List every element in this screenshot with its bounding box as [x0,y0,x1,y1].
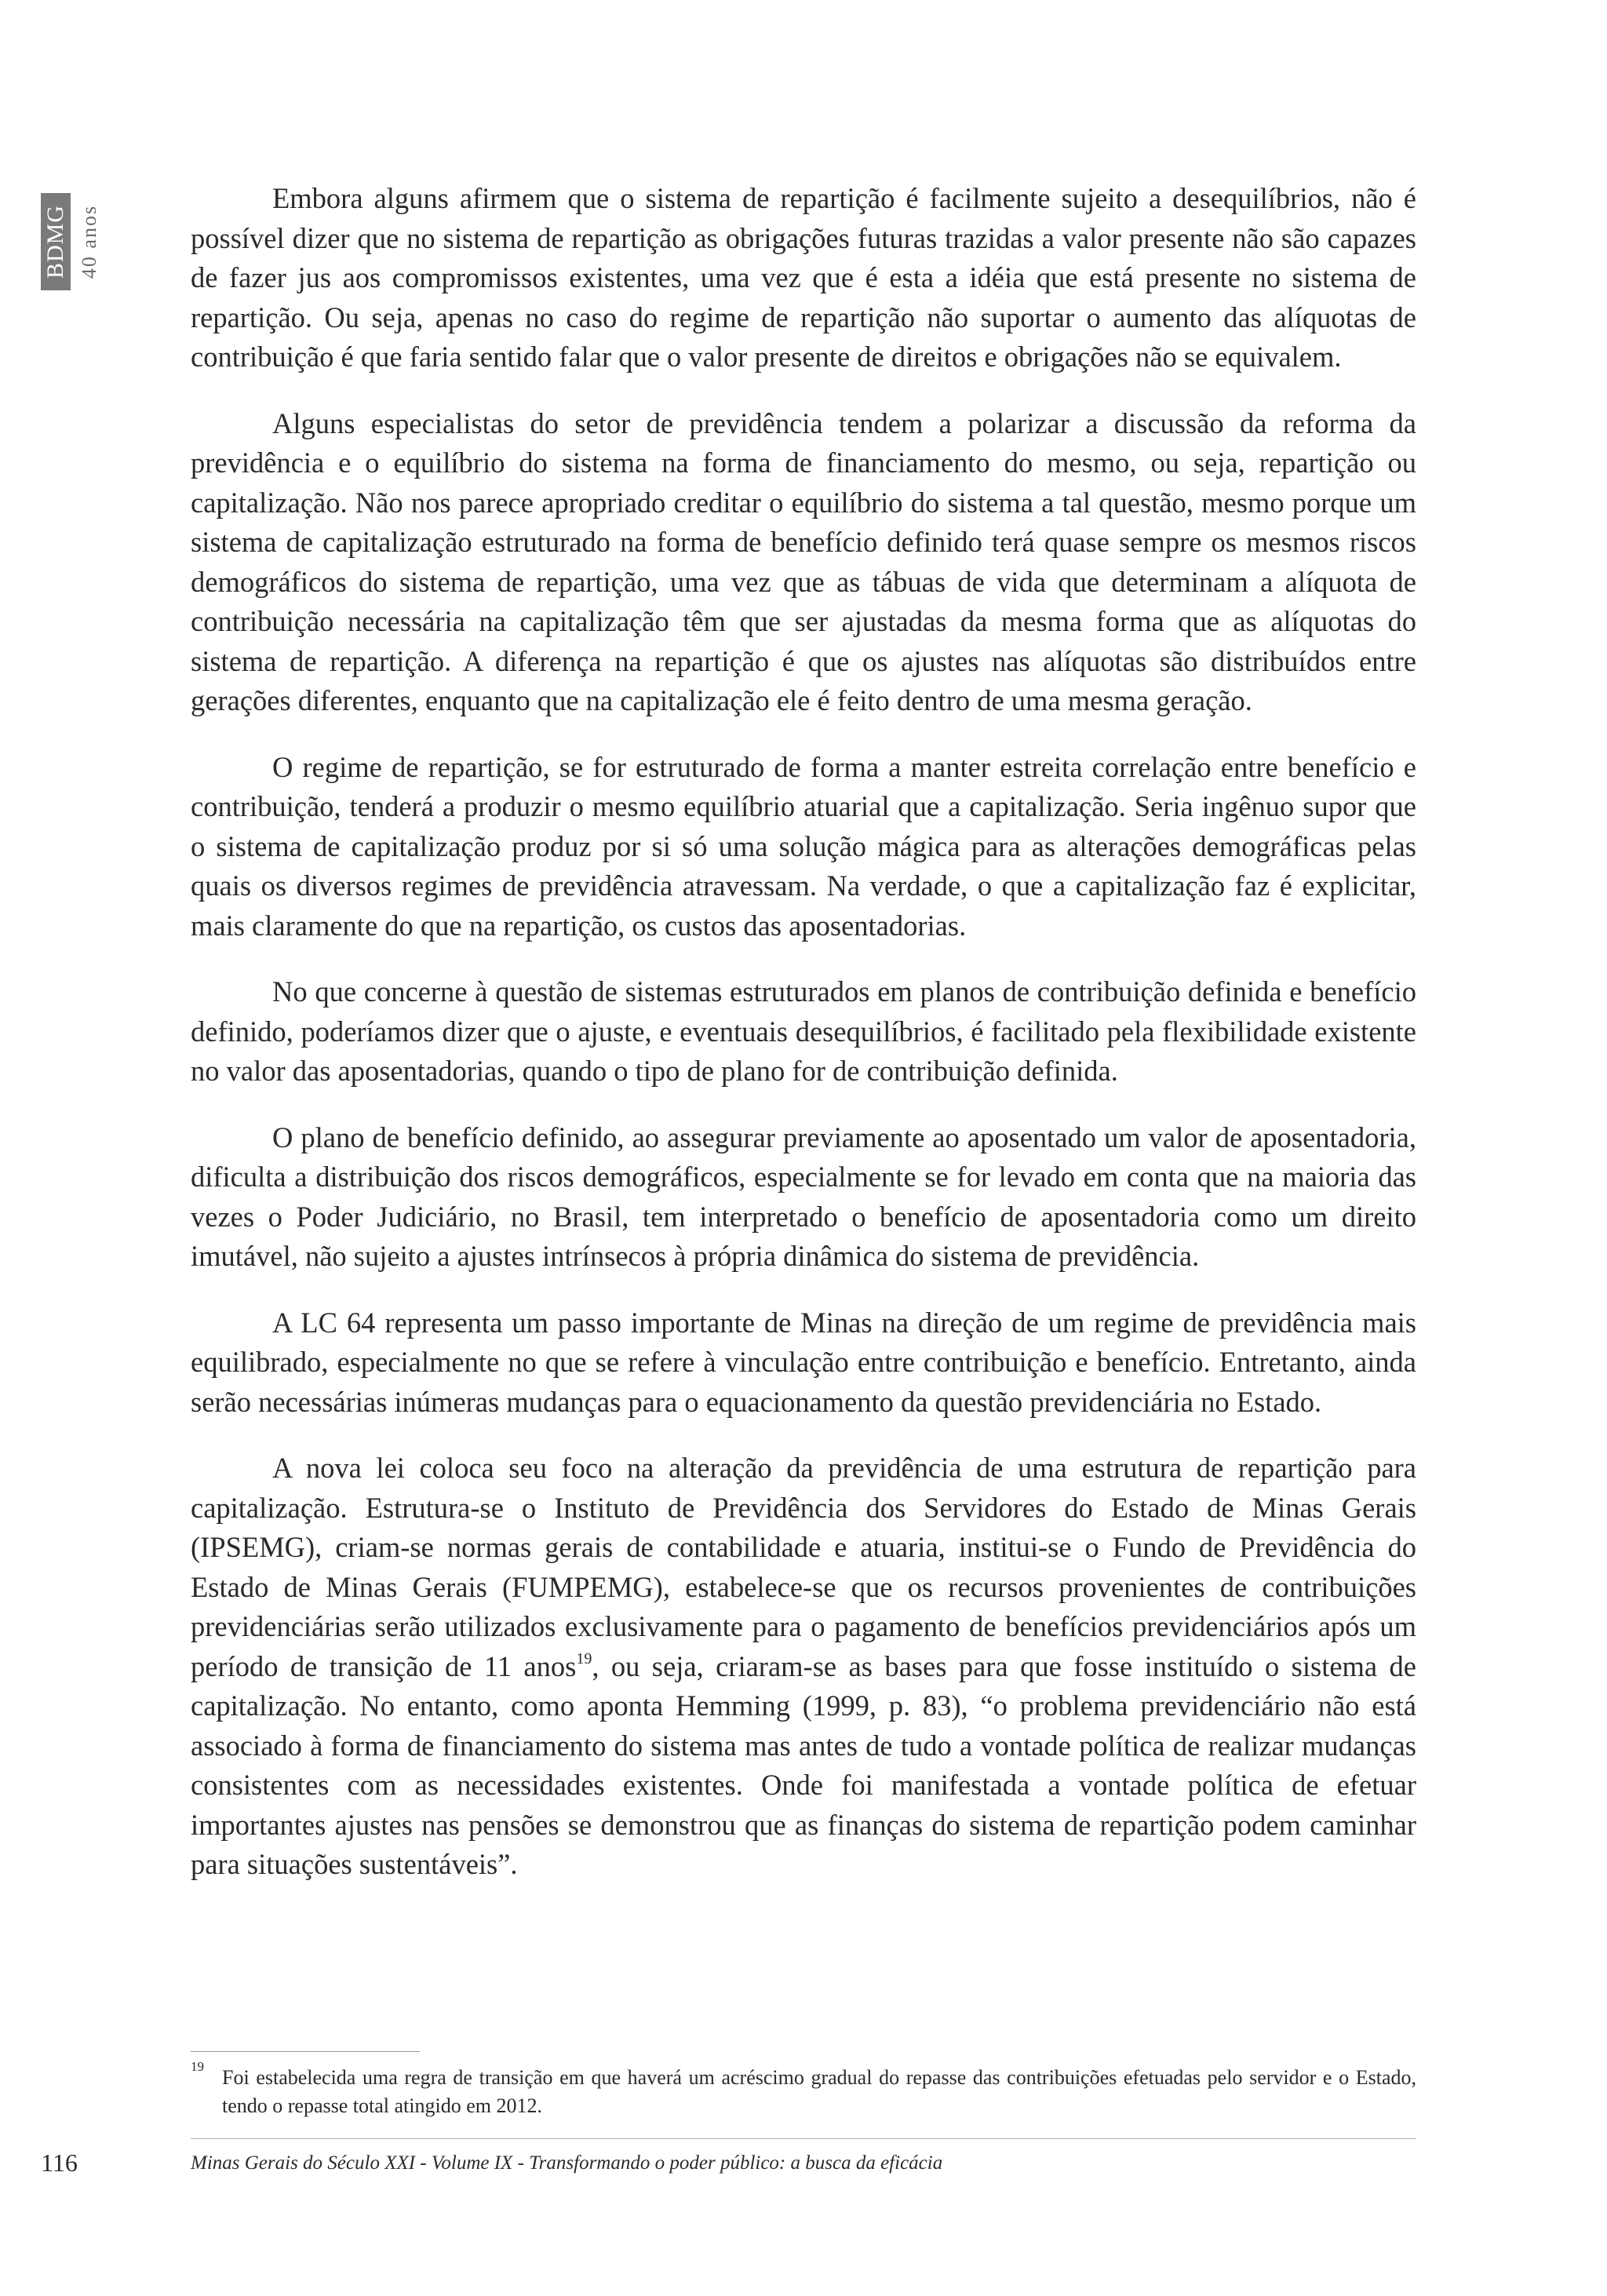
side-badge [41,193,107,290]
paragraph-3: O regime de repartição, se for estruturado de forma a manter estreita correlação entre benefício e contribuição, tenderá a produzir o mesmo equilíbrio atuarial que a capitalização. Seria ingênuo supor que o sistema de capitalização produz por si só uma solução mágica para as alterações demográficas pelas quais os diversos regimes de previdência atravessam. Na verdade, o que a capitalização faz é explicitar, mais claramente do que na repartição, os custos das aposentadorias. [191,750,1416,942]
footnote-number: 19 [191,2059,204,2074]
paragraph-7-part-2: , ou seja, criaram-se as bases para que fosse instituído o sistema de capitalização. No entanto, como aponta Hemming (1999, p. 83), “o problema previdenciário não está associado à forma de financiamento do sistema mas antes de tudo a vontade política de realizar mudanças consistentes com as necessidades existentes. Onde foi manifestada a vontade política de efetuar importantes ajustes nas pensões se demonstrou que as finanças do sistema de repartição podem caminhar para situações sustentáveis”. [191,1649,1416,1880]
footnote-divider [191,2051,420,2052]
paragraph-4: No que concerne à questão de sistemas estruturados em planos de contribuição definida e benefício definido, poderíamos dizer que o ajuste, e eventuais desequilíbrios, é facilitado pela flexibilidade existente no valor das aposentadorias, quando o tipo de plano for de contribuição definida. [191,975,1416,1087]
footnote-text: Foi estabelecida uma regra de transição em que haverá um acréscimo gradual do repasse das contribuições efetuadas pelo servidor e o Estado, tendo o repasse total atingido em 2012. [222,2066,1416,2117]
footnote [191,2059,1416,2120]
page-number: 116 [41,2148,78,2177]
paragraph-5: O plano de benefício definido, ao assegurar previamente ao aposentado um valor de aposentadoria, dificulta a distribuição dos riscos demográficos, especialmente se for levado em conta que na maioria das vezes o Poder Judiciário, no Brasil, tem interpretado o benefício de aposentadoria como um direito imutável, não sujeito a ajustes intrínsecos à própria dinâmica do sistema de previdência. [191,1121,1416,1272]
badge-sub-label: 40 anos [78,204,100,279]
paragraph-1: Embora alguns afirmem que o sistema de repartição é facilmente sujeito a desequilíbrios, não é possível dizer que no sistema de repartição as obrigações futuras trazidas a valor presente não são capazes de fazer jus aos compromissos existentes, uma vez que é esta a idéia que está presente no sistema de repartição. Ou seja, apenas no caso do regime de repartição não suportar o aumento das alíquotas de contribuição é que faria sentido falar que o valor presente de direitos e obrigações não se equivalem. [191,182,1416,373]
badge-label: BDMG [42,204,68,279]
main-text [191,179,1416,1912]
footnote-reference[interactable]: 19 [576,1649,592,1667]
footer-divider [191,2138,1416,2139]
paragraph-7 [191,1449,1416,1885]
paragraph-2: Alguns especialistas do setor de previdência tendem a polarizar a discussão da reforma da previdência e o equilíbrio do sistema na forma de financiamento do mesmo, ou seja, repartição ou capitalização. Não nos parece apropriado creditar o equilíbrio do sistema a tal questão, mesmo porque um sistema de capitalização estruturado na forma de benefício definido terá quase sempre os mesmos riscos demográficos do sistema de repartição, uma vez que as tábuas de vida que determinam a alíquota de contribuição necessária na capitalização têm que ser ajustadas da mesma forma que as alíquotas do sistema de repartição. A diferença na repartição é que os ajustes nas alíquotas são distribuídos entre gerações diferentes, enquanto que na capitalização ele é feito dentro de uma mesma geração. [191,406,1416,716]
paragraph-6: A LC 64 representa um passo importante de Minas na direção de um regime de previdência mais equilibrado, especialmente no que se refere à vinculação entre contribuição e benefício. Entretanto, ainda serão necessárias inúmeras mudanças para o equacionamento da questão previdenciária no Estado. [191,1306,1416,1418]
running-title: Minas Gerais do Século XXI - Volume IX - Transformando o poder público: a busca da eficácia [191,2152,943,2174]
paragraph-7-part-1: A nova lei coloca seu foco na alteração da previdência de uma estrutura de repartição para capitalização. Estrutura-se o Instituto de Previdência dos Servidores do Estado de Minas Gerais (IPSEMG), criam-se normas gerais de contabilidade e atuaria, institui-se o Fundo de Previdência do Estado de Minas Gerais (FUMPEMG), estabelece-se que os recursos provenientes de contribuições previdenciárias serão utilizados exclusivamente para o pagamento de benefícios previdenciários após um período de transição de 11 anos [191,1452,1416,1682]
